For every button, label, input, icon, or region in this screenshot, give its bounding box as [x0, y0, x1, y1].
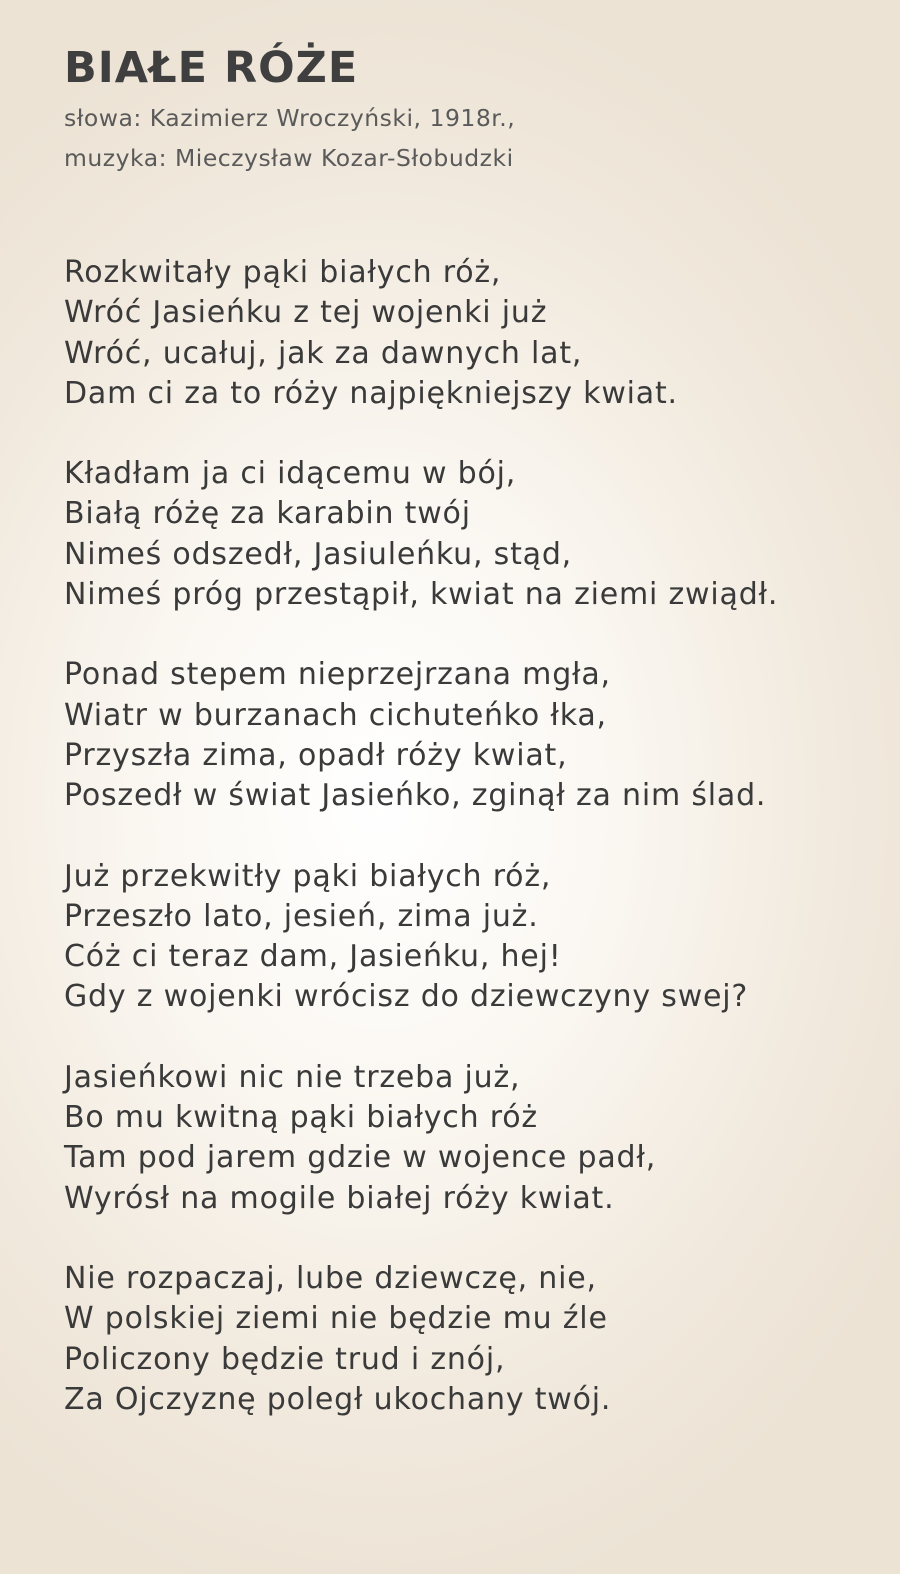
lyrics — [64, 253, 894, 1460]
lyric-line: Przyszła zima, opadł róży kwiat, — [64, 737, 568, 773]
lyric-line: Nie rozpaczaj, lube dziewczę, nie, — [64, 1260, 597, 1296]
lyric-line: Nimeś odszedł, Jasiuleńku, stąd, — [64, 536, 573, 572]
lyrics-credit: słowa: Kazimierz Wroczyński, 1918r., — [64, 104, 516, 132]
lyric-line: Przeszło lato, jesień, zima już. — [64, 898, 539, 934]
music-credit: muzyka: Mieczysław Kozar-Słobudzki — [64, 144, 514, 172]
stanza-3 — [64, 655, 894, 816]
lyric-line: Rozkwitały pąki białych róż, — [64, 255, 502, 290]
lyric-line: Bo mu kwitną pąki białych róż — [64, 1100, 538, 1136]
lyric-line: Wróć Jasieńku z tej wojenki już — [64, 295, 548, 331]
stanza-6 — [64, 1259, 894, 1420]
lyric-line: W polskiej ziemi nie będzie mu źle — [64, 1301, 608, 1337]
lyric-line: Wyrósł na mogile białej róży kwiat. — [64, 1180, 615, 1216]
song-header — [64, 38, 515, 178]
lyric-line: Gdy z wojenki wrócisz do dziewczyny swej? — [64, 979, 749, 1015]
lyric-line: Poszedł w świat Jasieńko, zginął za nim ślad. — [64, 778, 767, 814]
lyric-line: Już przekwitły pąki białych róż, — [64, 858, 552, 894]
lyric-line: Policzony będzie trud i znój, — [64, 1341, 506, 1377]
song-title: BIAŁE RÓŻE — [64, 43, 359, 93]
lyric-line: Jasieńkowi nic nie trzeba już, — [64, 1059, 521, 1095]
stanza-4 — [64, 857, 894, 1018]
lyric-line: Białą różę za karabin twój — [64, 496, 471, 532]
stanza-2 — [64, 454, 894, 615]
stanza-5 — [64, 1058, 894, 1219]
lyric-line: Wiatr w burzanach cichuteńko łka, — [64, 697, 607, 733]
lyric-line: Tam pod jarem gdzie w wojence padł, — [64, 1140, 657, 1176]
lyric-line: Za Ojczyznę poległ ukochany twój. — [64, 1381, 612, 1417]
lyric-line: Kładłam ja ci idącemu w bój, — [64, 456, 517, 492]
stanza-1 — [64, 253, 894, 414]
lyric-line: Cóż ci teraz dam, Jasieńku, hej! — [64, 939, 562, 975]
lyric-line: Nimeś próg przestąpił, kwiat na ziemi zwiądł. — [64, 577, 779, 613]
lyric-line: Dam ci za to róży najpiękniejszy kwiat. — [64, 375, 678, 411]
lyric-line: Ponad stepem nieprzejrzana mgła, — [64, 657, 611, 693]
lyric-line: Wróć, ucałuj, jak za dawnych lat, — [64, 335, 583, 371]
